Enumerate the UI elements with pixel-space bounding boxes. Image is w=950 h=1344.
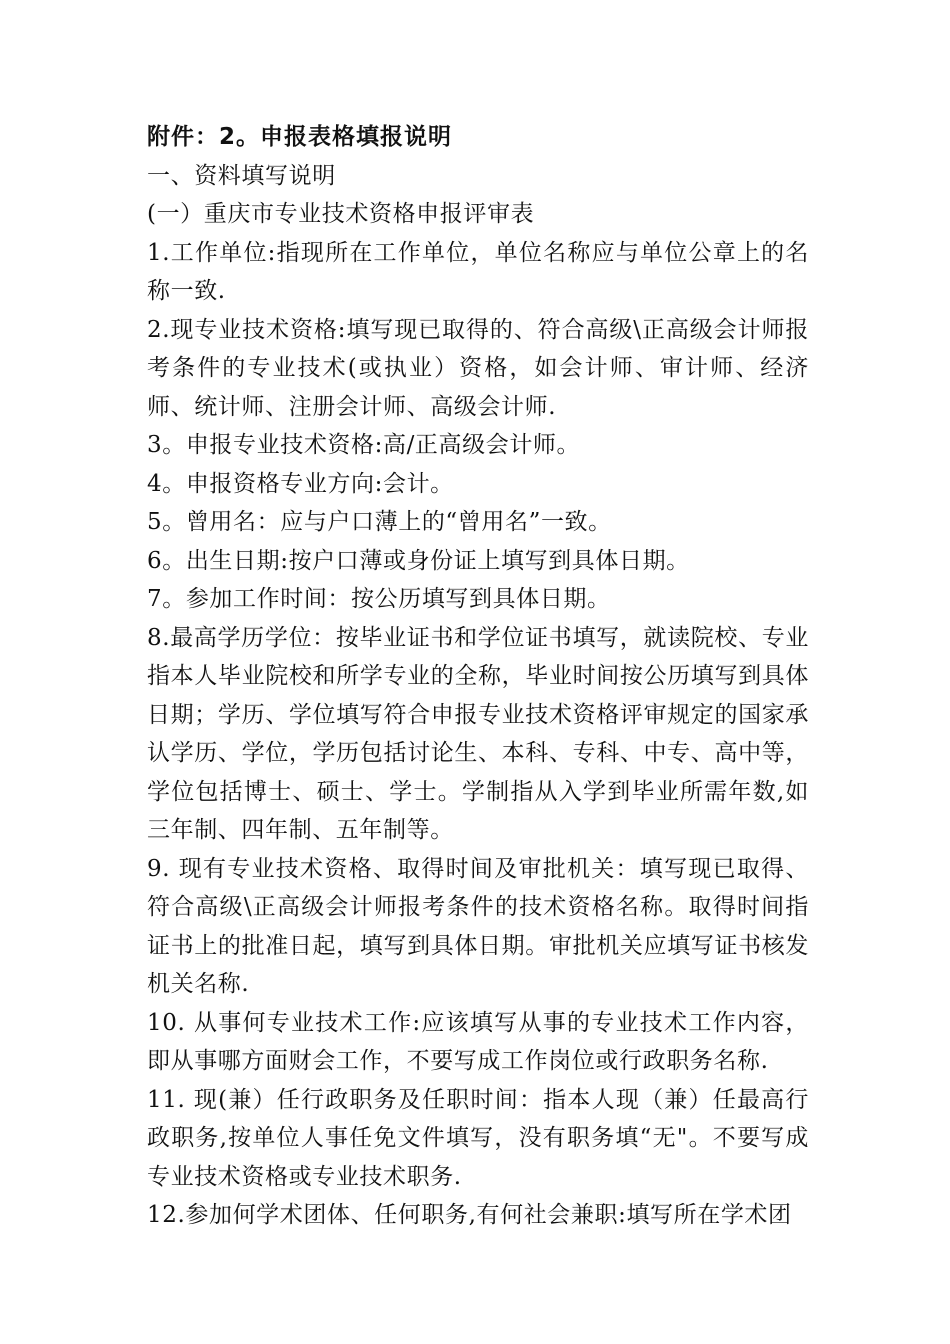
instruction-item-2: 2.现专业技术资格:填写现已取得的、符合高级\正高级会计师报考条件的专业技术(或执业）资格，如会计师、审计师、经济师、统计师、注册会计师、高级会计师. bbox=[147, 316, 809, 420]
document-title: 附件：2。申报表格填报说明 bbox=[147, 124, 453, 150]
instruction-item-6: 6。出生日期:按户口薄或身份证上填写到具体日期。 bbox=[147, 547, 690, 574]
instruction-item-1: 1.工作单位:指现所在工作单位，单位名称应与单位公章上的名称一致. bbox=[147, 239, 809, 304]
document-body bbox=[147, 118, 809, 1235]
section-heading: 一、资料填写说明 bbox=[147, 162, 336, 189]
instruction-item-10: 10. 从事何专业技术工作:应该填写从事的专业技术工作内容，即从事哪方面财会工作，不要写成工作岗位或行政职务名称. bbox=[147, 1009, 809, 1074]
subsection-heading: (一）重庆市专业技术资格申报评审表 bbox=[147, 201, 535, 227]
instruction-item-12: 12.参加何学术团体、任何职务,有何社会兼职:填写所在学术团 bbox=[147, 1202, 792, 1228]
instruction-item-5: 5。曾用名：应与户口薄上的“曾用名”一致。 bbox=[147, 509, 612, 535]
instruction-item-4: 4。申报资格专业方向:会计。 bbox=[147, 470, 454, 497]
instruction-item-8: 8.最高学历学位：按毕业证书和学位证书填写，就读院校、专业指本人毕业院校和所学专业的全称，毕业时间按公历填写到具体日期；学历、学位填写符合申报专业技术资格评审规定的国家承认学历、学位，学历包括讨论生、本科、专科、中专、高中等，学位包括博士、硕士、学士。学制指从入学到毕业所需年数,如三年制、四年制、五年制等。 bbox=[147, 624, 809, 843]
instruction-item-11: 11. 现(兼）任行政职务及任职时间：指本人现（兼）任最高行政职务,按单位人事任免文件填写，没有职务填“无"。不要写成专业技术资格或专业技术职务. bbox=[147, 1086, 809, 1190]
instruction-item-3: 3。申报专业技术资格:高/正高级会计师。 bbox=[147, 432, 581, 458]
instruction-item-9: 9. 现有专业技术资格、取得时间及审批机关：填写现已取得、符合高级\正高级会计师报考条件的技术资格名称。取得时间指证书上的批准日起，填写到具体日期。审批机关应填写证书核发机关名称. bbox=[147, 855, 809, 997]
instruction-item-7: 7。参加工作时间：按公历填写到具体日期。 bbox=[147, 586, 611, 612]
